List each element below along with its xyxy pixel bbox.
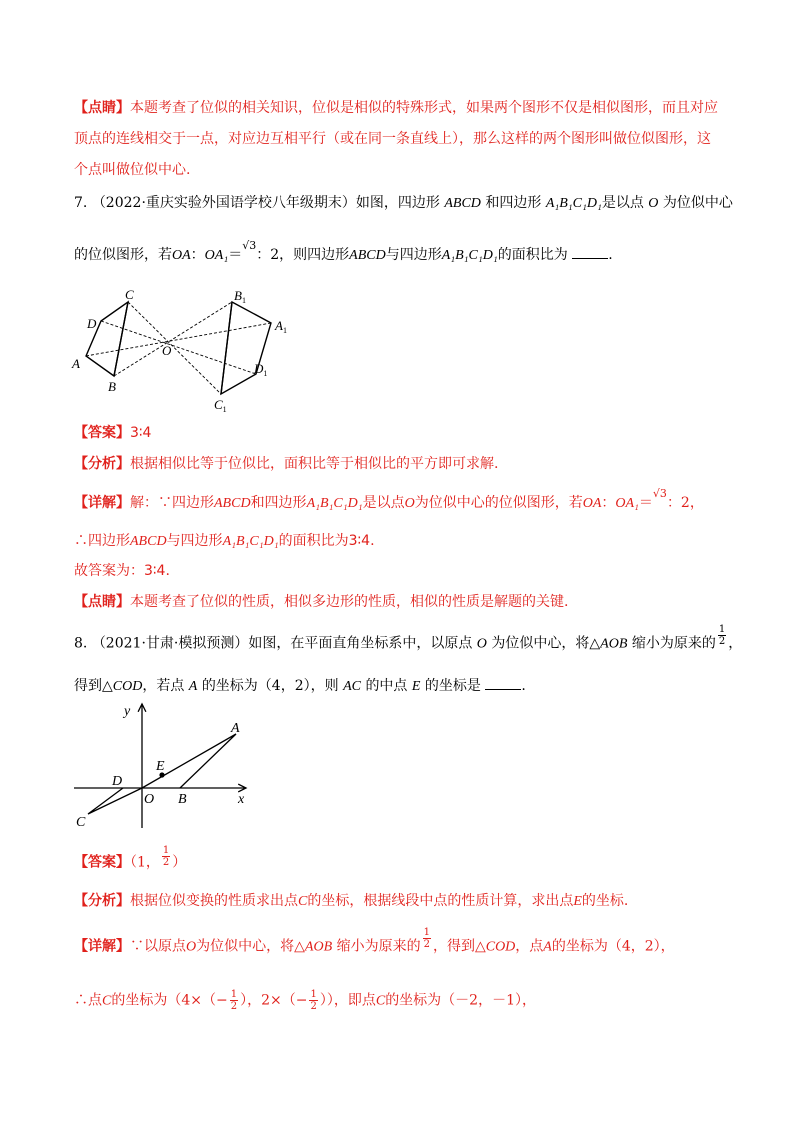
comment-tag: 【点睛】 <box>74 100 130 116</box>
label-D: D <box>87 316 97 331</box>
q7-figure <box>68 288 308 413</box>
q7-detail-line2: ∴四边形ABCD与四边形A₁B₁C₁D₁的面积比为3∶4. <box>74 533 375 549</box>
q7-comment: 【点睛】本题考查了位似的性质，相似多边形的性质，相似的性质是解题的关键. <box>74 594 569 610</box>
comment-text: 本题考查了位似的相关知识，位似是相似的特殊形式，如果两个图形不仅是相似图形，而且对应 <box>130 100 718 116</box>
label-D1: $D_1$ <box>254 361 268 378</box>
answer-tag: 【答案】 <box>74 854 130 871</box>
label-A: A <box>72 356 80 371</box>
label-O: O <box>144 792 155 807</box>
answer-blank <box>572 246 608 259</box>
question-source: （2021·甘肃·模拟预测） <box>91 635 249 652</box>
p6-comment-line3: 个点叫做位似中心. <box>74 162 191 178</box>
label-C1: $C_1$ <box>214 397 227 413</box>
label-x: x <box>238 792 245 807</box>
q7-final-answer: 故答案为：3∶4. <box>74 563 170 579</box>
sqrt-3: √3 <box>242 239 257 252</box>
label-O: O <box>162 343 172 358</box>
answer-value: 3∶4 <box>130 425 152 441</box>
q8-figure <box>68 700 268 835</box>
q8-stem-line1: 8. （2021·甘肃·模拟预测）如图，在平面直角坐标系中，以原点 O 为位似中心，将△AOB 缩小为原来的 $\frac{1}{2}$ ， <box>74 624 743 652</box>
label-A1: $A_1$ <box>275 318 287 335</box>
q8-answer: 【答案】（1， $\frac{1}{2}$ ） <box>74 845 187 871</box>
fraction-half: $\frac{1}{2}$ <box>718 624 726 647</box>
q8-analysis: 【分析】根据位似变换的性质求出点C的坐标，根据线段中点的性质计算，求出点E的坐标. <box>74 893 629 909</box>
label-A: A <box>231 721 240 736</box>
p6-comment-line2: 顶点的连线相交于一点，对应边互相平行（或在同一条直线上），那么这样的两个图形叫做位似图形，这 <box>74 131 711 147</box>
answer-blank <box>485 677 521 690</box>
q7-stem-line1: 7. （2022·重庆实验外国语学校八年级期末）如图，四边形 ABCD 和四边形 A₁B₁C₁D₁是以点 O 为位似中心 <box>74 195 733 211</box>
triangle-cod <box>88 788 142 814</box>
label-y: y <box>124 704 131 719</box>
q7-stem-line2: 的位似图形，若OA：OA₁＝√3：2，则四边形ABCD与四边形A₁B₁C₁D₁的面积比为 . <box>74 245 613 266</box>
q8-detail-line2: ∴点C的坐标为（4×（− $\frac{1}{2}$ ），2×（− $\frac{1}{2}$ ）），即点C的坐标为（－2，－1）， <box>74 989 537 1012</box>
diagonal-bd <box>114 302 128 376</box>
label-E: E <box>156 759 165 774</box>
label-B: B <box>108 379 116 394</box>
label-C: C <box>125 288 134 302</box>
label-C: C <box>76 815 86 830</box>
quad-a1b1c1d1 <box>221 302 271 394</box>
label-D: D <box>112 774 123 789</box>
answer-tag: 【答案】 <box>74 425 130 441</box>
q7-answer <box>74 423 151 443</box>
q8-stem-line2: 得到△COD，若点 A 的坐标为（4，2），则 AC 的中点 E 的坐标是 . <box>74 678 526 694</box>
diagonal-b1d1 <box>221 302 232 394</box>
q7-detail-line1: 【详解】解：∵四边形ABCD和四边形A₁B₁C₁D₁是以点O为位似中心的位似图形，若OA：OA₁＝√3：2， <box>74 487 704 511</box>
question-number: 7. <box>74 195 88 211</box>
q7-analysis: 【分析】根据相似比等于位似比，面积比等于相似比的平方即可求解. <box>74 456 499 472</box>
label-B1: $B_1$ <box>234 288 246 305</box>
label-B: B <box>178 792 187 807</box>
q8-detail-line1: 【详解】∵以原点O为位似中心，将△AOB 缩小为原来的 $\frac{1}{2}$ ，得到△COD，点A的坐标为（4，2）， <box>74 927 675 955</box>
question-source: （2022·重庆实验外国语学校八年级期末） <box>91 195 356 211</box>
p6-comment-line1 <box>74 98 718 118</box>
question-number: 8. <box>74 635 88 652</box>
